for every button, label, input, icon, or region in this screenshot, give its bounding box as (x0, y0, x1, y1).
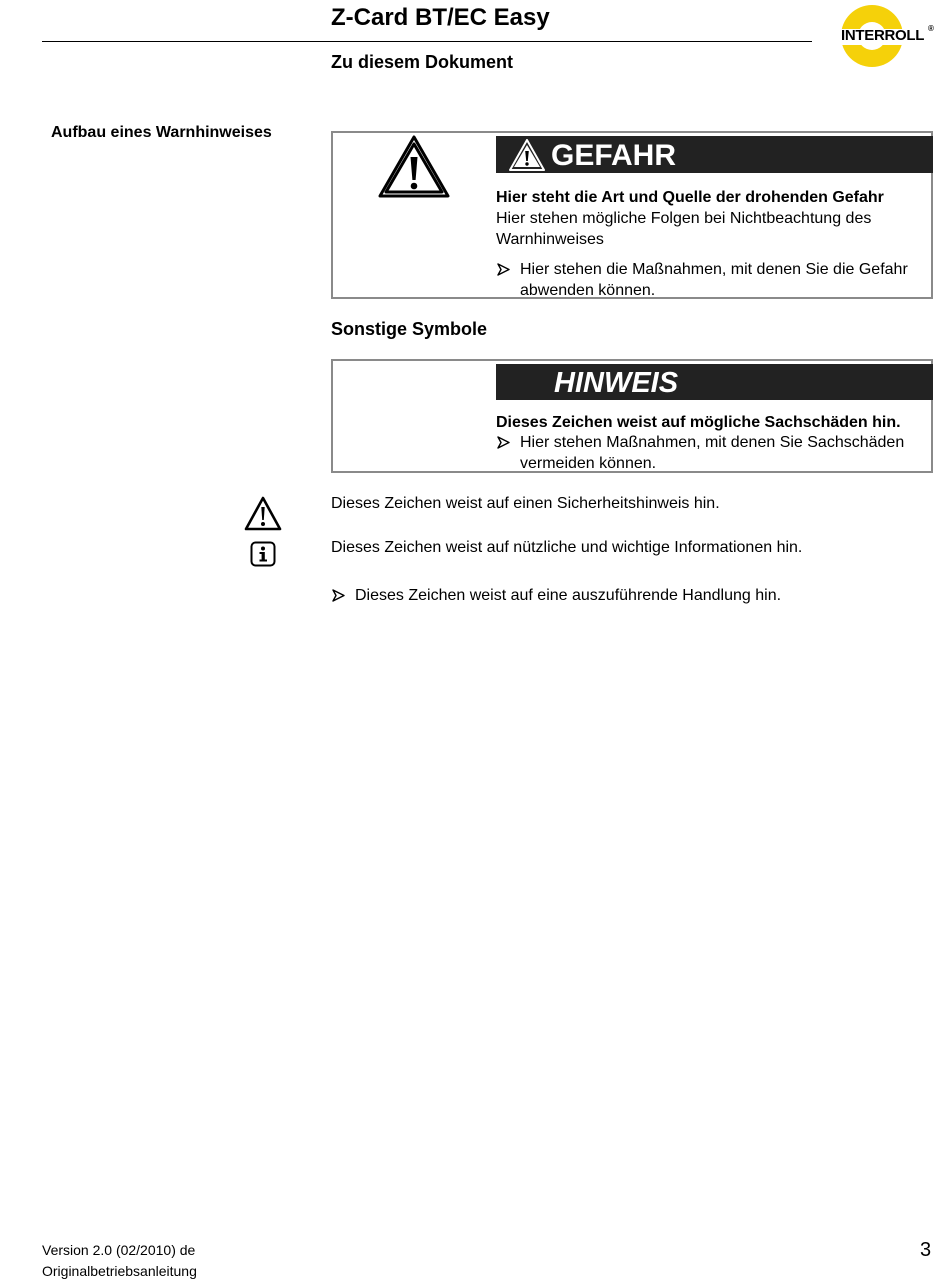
warning-triangle-icon (509, 139, 545, 171)
notice-title: Dieses Zeichen weist auf mögliche Sachschäden hin. (496, 414, 901, 431)
info-symbol-description: Dieses Zeichen weist auf nützliche und wichtige Informationen hin. (331, 539, 803, 556)
notice-measure-line2: vermeiden können. (520, 455, 657, 472)
action-symbol-description: Dieses Zeichen weist auf eine auszuführende Handlung hin. (355, 587, 782, 604)
danger-title: Hier steht die Art und Quelle der drohenden Gefahr (496, 189, 884, 206)
header-divider (42, 41, 812, 42)
arrow-bullet-icon (496, 432, 512, 453)
logo-registered-mark: ® (928, 24, 934, 33)
footer-version: Version 2.0 (02/2010) de (42, 1242, 196, 1258)
arrow-bullet-icon (496, 259, 512, 280)
danger-measure-line1: Hier stehen die Maßnahmen, mit denen Sie die Gefahr (520, 261, 908, 278)
danger-warning-box (331, 131, 933, 299)
arrow-bullet-icon (331, 585, 347, 606)
side-heading: Aufbau eines Warnhinweises (51, 124, 272, 141)
danger-consequences-line2: Warnhinweises (496, 231, 604, 248)
document-title: Z-Card BT/EC Easy (331, 4, 550, 31)
list-item (331, 585, 931, 606)
list-item (496, 432, 926, 474)
notice-box (331, 359, 933, 473)
info-icon (250, 541, 276, 567)
notice-banner (496, 364, 933, 400)
warning-triangle-icon (244, 496, 282, 531)
danger-consequences-line1: Hier stehen mögliche Folgen bei Nichtbeachtung des (496, 210, 872, 227)
other-symbols-heading: Sonstige Symbole (331, 319, 488, 339)
notice-measure-line1: Hier stehen Maßnahmen, mit denen Sie Sachschäden (520, 434, 905, 451)
notice-banner-label: HINWEIS (554, 367, 679, 399)
warning-triangle-icon (378, 135, 450, 199)
danger-banner (496, 136, 933, 173)
footer-version-info (42, 1240, 197, 1282)
page-number: 3 (920, 1239, 932, 1261)
list-item (496, 259, 926, 301)
footer-document-type: Originalbetriebsanleitung (42, 1263, 197, 1279)
danger-banner-label: GEFAHR (551, 139, 677, 172)
section-title: Zu diesem Dokument (331, 52, 514, 72)
danger-measure-line2: abwenden können. (520, 282, 656, 299)
safety-symbol-description: Dieses Zeichen weist auf einen Sicherheitshinweis hin. (331, 495, 720, 512)
logo-text: INTERROLL (841, 27, 925, 44)
interroll-logo (838, 3, 938, 69)
